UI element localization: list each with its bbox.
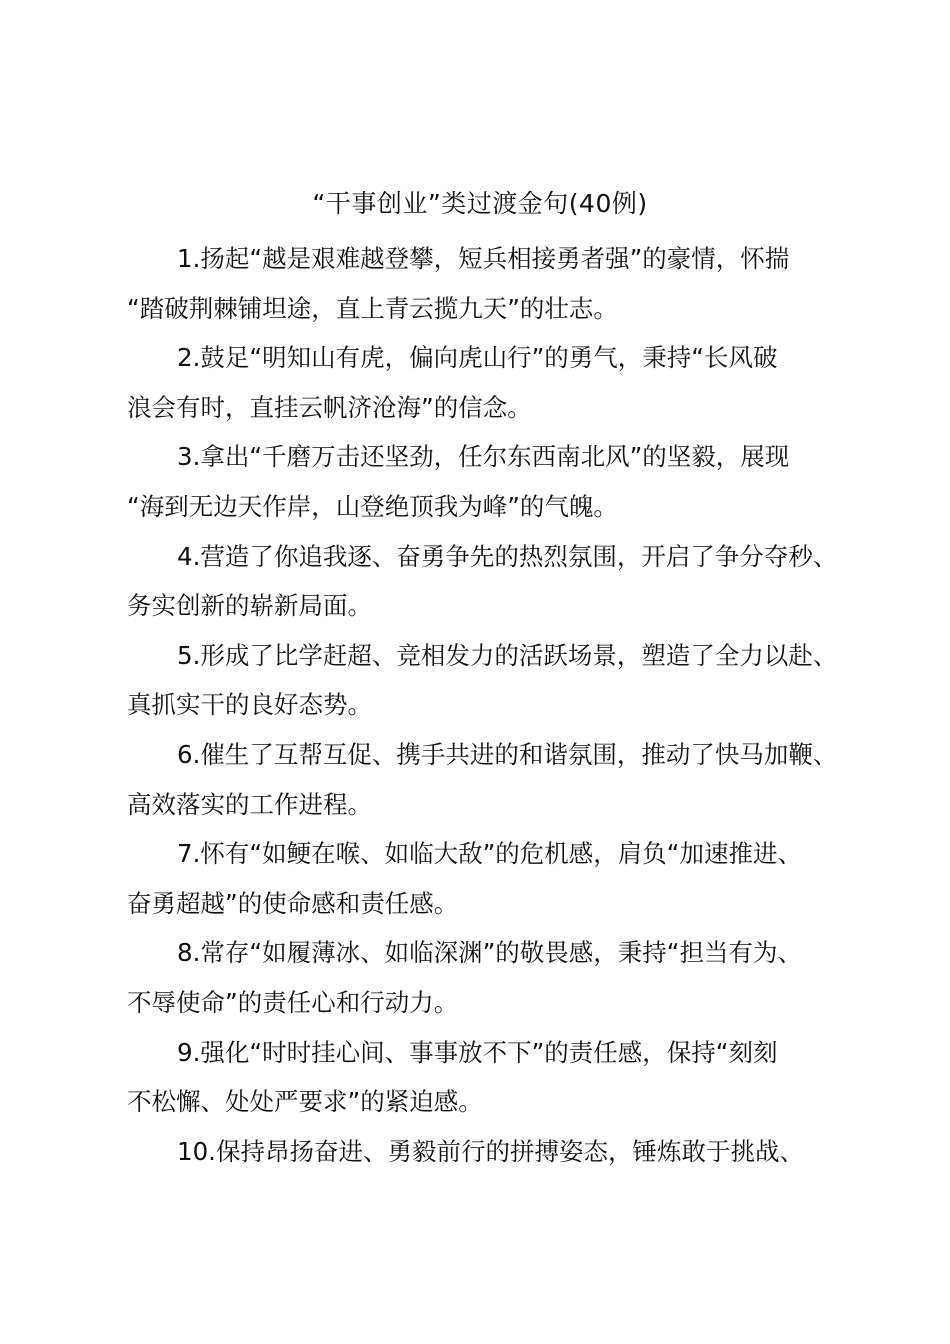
document-title: “干事创业”类过渡金句(40例)	[312, 189, 648, 218]
paragraph-2	[127, 333, 843, 432]
paragraph-4	[127, 532, 843, 631]
paragraph-6	[127, 730, 843, 829]
paragraph-3-line-2: “海到无边天作岸，山登绝顶我为峰”的气魄。	[127, 491, 618, 521]
paragraph-4-line-2: 务实创新的崭新局面。	[127, 591, 372, 621]
paragraph-9-line-1: 9.强化“时时挂心间、事事放不下”的责任感，保持“刻刻	[177, 1037, 778, 1067]
paragraph-7-line-2: 奋勇超越”的使命感和责任感。	[127, 888, 459, 918]
paragraph-3	[127, 432, 843, 531]
paragraph-5-line-1: 5.形成了比学赶超、竞相发力的活跃场景，塑造了全力以赴、	[177, 640, 838, 670]
paragraph-6-line-2: 高效落实的工作进程。	[127, 789, 372, 819]
paragraph-4-line-1: 4.营造了你追我逐、奋勇争先的热烈氛围，开启了争分夺秒、	[177, 541, 838, 571]
paragraph-2-line-2: 浪会有时，直挂云帆济沧海”的信念。	[127, 392, 532, 422]
paragraph-1	[127, 234, 843, 333]
document-body	[127, 234, 843, 1176]
paragraph-6-line-1: 6.催生了互帮互促、携手共进的和谐氛围，推动了快马加鞭、	[177, 739, 838, 769]
paragraph-5-line-2: 真抓实干的良好态势。	[127, 690, 372, 720]
paragraph-5	[127, 631, 843, 730]
paragraph-9	[127, 1028, 843, 1127]
paragraph-8-line-1: 8.常存“如履薄冰、如临深渊”的敬畏感，秉持“担当有为、	[177, 938, 802, 968]
paragraph-8-line-2: 不辱使命”的责任心和行动力。	[127, 987, 459, 1017]
paragraph-2-line-1: 2.鼓足“明知山有虎，偏向虎山行”的勇气，秉持“长风破	[177, 343, 778, 373]
paragraph-7-line-1: 7.怀有“如鲠在喉、如临大敌”的危机感，肩负“加速推进、	[177, 839, 802, 869]
paragraph-8	[127, 928, 843, 1027]
paragraph-1-line-1: 1.扬起“越是艰难越登攀，短兵相接勇者强”的豪情，怀揣	[177, 244, 790, 273]
paragraph-1-line-2: “踏破荆棘铺坦途，直上青云揽九天”的壮志。	[127, 293, 618, 323]
paragraph-10-line-1: 10.保持昂扬奋进、勇毅前行的拼搏姿态，锤炼敢于挑战、	[177, 1136, 804, 1166]
paragraph-10	[127, 1127, 843, 1177]
paragraph-3-line-1: 3.拿出“千磨万击还坚劲，任尔东西南北风”的坚毅，展现	[177, 442, 790, 472]
paragraph-7	[127, 829, 843, 928]
paragraph-9-line-2: 不松懈、处处严要求”的紧迫感。	[127, 1087, 483, 1117]
